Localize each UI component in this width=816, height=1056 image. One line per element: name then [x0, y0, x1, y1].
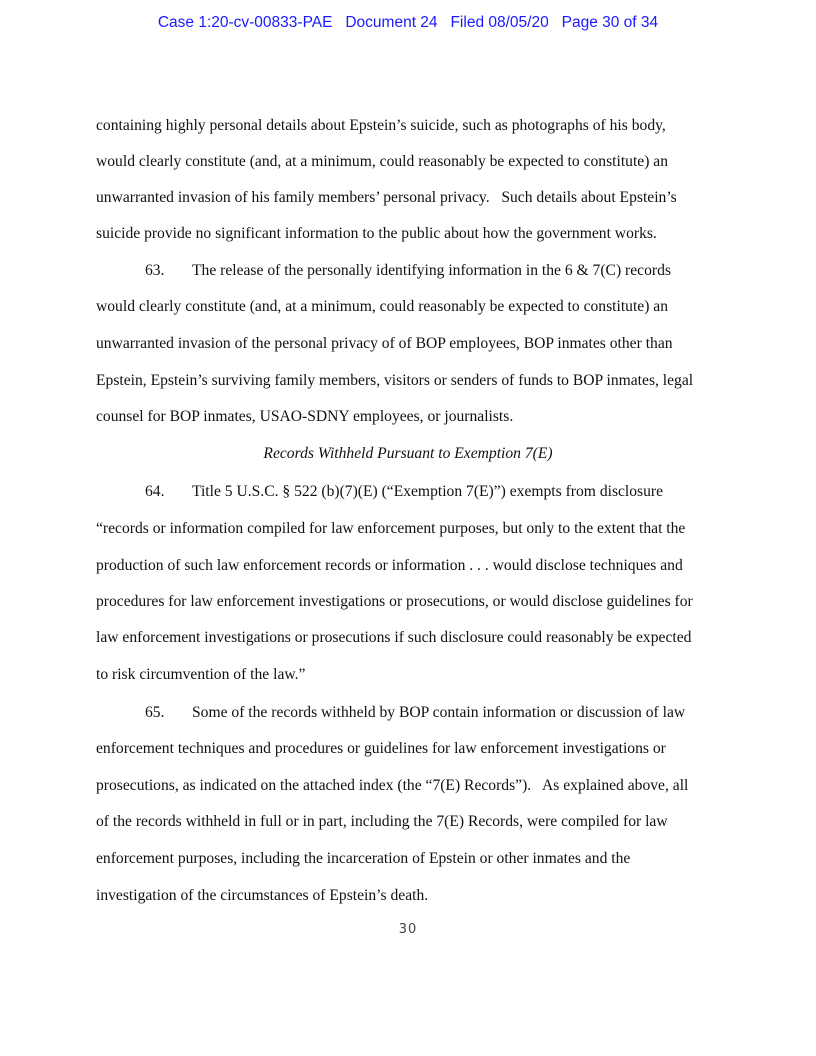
text-line: production of such law enforcement records or information . . . would disclose techniques and [96, 557, 683, 574]
case-header: Case 1:20-cv-00833-PAE Document 24 Filed 08/05/20 Page 30 of 34 [157, 14, 659, 31]
text-line: containing highly personal details about Epstein’s suicide, such as photographs of his body, [96, 117, 666, 134]
text-line: Epstein, Epstein’s surviving family members, visitors or senders of funds to BOP inmates, legal [96, 372, 694, 389]
text-line: investigation of the circumstances of Epstein’s death. [96, 887, 429, 904]
text-line: unwarranted invasion of his family members’ personal privacy. Such details about Epstein’s [96, 189, 677, 206]
section-heading: Records Withheld Pursuant to Exemption 7(E) [263, 445, 553, 462]
text-line: enforcement purposes, including the incarceration of Epstein or other inmates and the [96, 850, 631, 867]
paragraph-number: 65. [145, 704, 165, 721]
paragraph-number: 63. [145, 262, 165, 279]
paragraph-number: 64. [145, 483, 165, 500]
page-number: 30 [398, 922, 418, 937]
line-text: The release of the personally identifying information in the 6 & 7(C) records [192, 262, 671, 279]
text-line: “records or information compiled for law enforcement purposes, but only to the extent that the [96, 520, 686, 537]
text-line: would clearly constitute (and, at a minimum, could reasonably be expected to constitute) an [96, 298, 669, 315]
text-line: unwarranted invasion of the personal privacy of of BOP employees, BOP inmates other than [96, 335, 673, 352]
text-line: counsel for BOP inmates, USAO-SDNY employees, or journalists. [96, 408, 514, 425]
text-line: law enforcement investigations or prosecutions if such disclosure could reasonably be expected [96, 629, 692, 646]
text-line: prosecutions, as indicated on the attached index (the “7(E) Records”). As explained above, all [96, 777, 689, 794]
text-line: enforcement techniques and procedures or guidelines for law enforcement investigations or [96, 740, 666, 757]
text-line: to risk circumvention of the law.” [96, 666, 306, 683]
text-line: suicide provide no significant information to the public about how the government works. [96, 225, 657, 242]
line-text: Some of the records withheld by BOP contain information or discussion of law [192, 704, 686, 721]
line-text: Title 5 U.S.C. § 522 (b)(7)(E) (“Exemption 7(E)”) exempts from disclosure [192, 483, 664, 500]
text-line: would clearly constitute (and, at a minimum, could reasonably be expected to constitute) an [96, 153, 669, 170]
text-line: of the records withheld in full or in part, including the 7(E) Records, were compiled for law [96, 813, 668, 830]
text-line: procedures for law enforcement investigations or prosecutions, or would disclose guidelines for [96, 593, 693, 610]
